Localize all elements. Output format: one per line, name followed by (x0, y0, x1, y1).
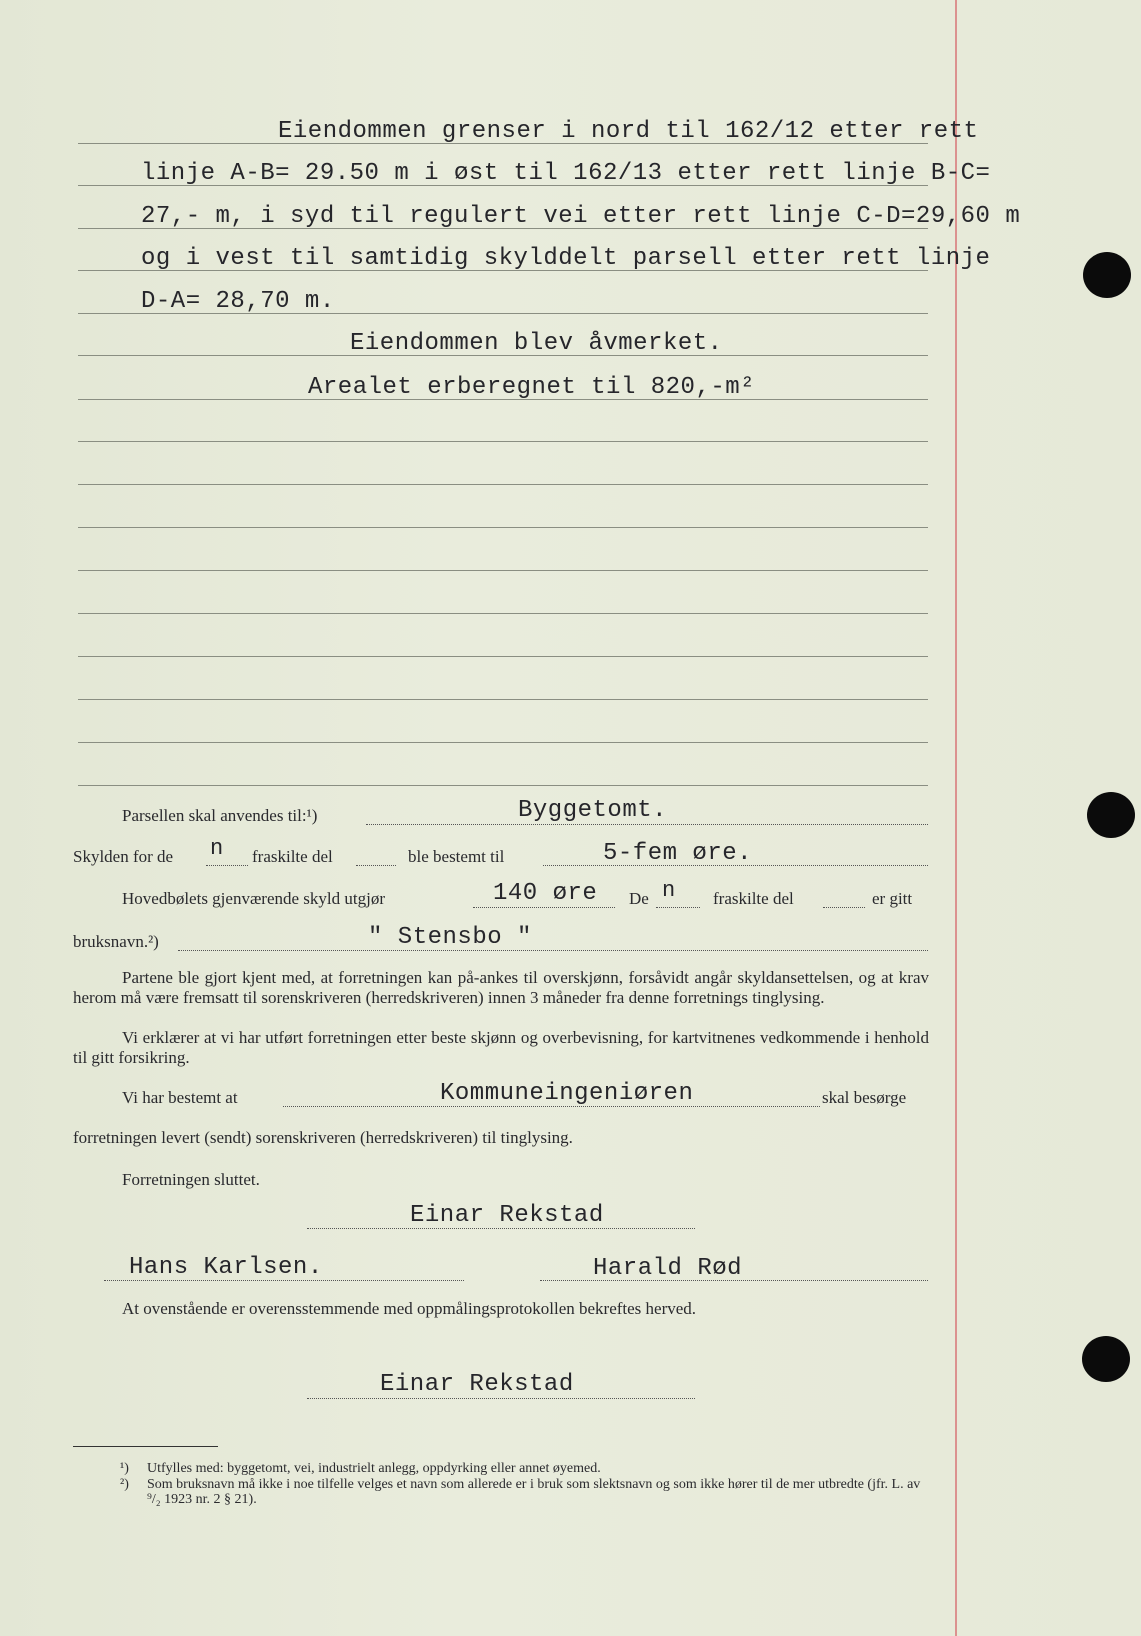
typed-line-3: 27,- m, i syd til regulert vei etter rett linje C-D=29,60 m (141, 203, 1021, 230)
besorge-label: skal besørge (822, 1088, 907, 1107)
typed-line-2: linje A-B= 29.50 m i øst til 162/13 etter rett linje B-C= (141, 160, 991, 187)
tax-label-c: ble bestemt til (408, 847, 505, 866)
typed-line-4: og i vest til samtidig skylddelt parsell etter rett linje (141, 245, 991, 272)
ruled-line (78, 613, 928, 614)
ruled-line (78, 699, 928, 700)
ruled-line (78, 570, 928, 571)
fraskilte-dotted-line (823, 906, 865, 908)
ruled-line (78, 785, 928, 786)
de-label: De (629, 889, 649, 908)
ruled-line (78, 484, 928, 485)
confirm-text: At ovenstående er overensstemmende med oppmålingsprotokollen bekreftes herved. (122, 1299, 697, 1318)
use-label: Parsellen skal anvendes til:¹) (122, 806, 318, 825)
ruled-line (78, 656, 928, 657)
bestemt-value: Kommuneingeniøren (440, 1080, 694, 1107)
bestemt-label: Vi har bestemt at (122, 1088, 238, 1107)
bruksnavn-label: bruksnavn.²) (73, 932, 159, 951)
footnote-rule (73, 1446, 218, 1447)
tax-n: n (210, 836, 224, 861)
de-dotted-line (656, 906, 700, 908)
footnote-1: Utfylles med: byggetomt, vei, industrielt anlegg, oppdyrking eller annet øyemed. (147, 1461, 601, 1476)
signature-harald-rod: Harald Rød (593, 1255, 743, 1282)
sluttet-text: Forretningen sluttet. (122, 1170, 260, 1189)
typed-line-7: Arealet erberegnet til 820,-m² (308, 374, 756, 401)
paragraph-appeal: Partene ble gjort kjent med, at forretningen kan på-ankes til overskjønn, forsåvidt angår skyldansettelsen, og at krav herom må være fremsatt til sorenskriveren (herredskriveren) innen 3 måneder fra denne forretnings tinglysing. (73, 968, 929, 1007)
signature-einar-rekstad-confirm: Einar Rekstad (380, 1371, 574, 1398)
signature-hans-karlsen: Hans Karlsen. (129, 1254, 323, 1281)
fraskilte-label: fraskilte del (713, 889, 794, 908)
paragraph-declaration: Vi erklærer at vi har utført forretningen etter beste skjønn og overbevisning, for kartvitnenes vedkommende i henhold til gitt forsikring. (73, 1028, 929, 1067)
punch-hole (1082, 1336, 1130, 1382)
levert-text: forretningen levert (sendt) sorenskriveren (herredskriveren) til tinglysing. (73, 1128, 573, 1147)
tax-label-a: Skylden for de (73, 847, 174, 866)
tax-label-b: fraskilte del (252, 847, 333, 866)
tax-dotted-line (356, 864, 396, 866)
typed-line-1: Eiendommen grenser i nord til 162/12 etter rett (278, 118, 979, 145)
typed-line-5: D-A= 28,70 m. (141, 288, 335, 315)
footnote-2-mark: ²) (120, 1477, 129, 1492)
signature-einar-rekstad: Einar Rekstad (410, 1202, 604, 1229)
footnote-2: Som bruksnavn må ikke i noe tilfelle velges et navn som allerede er i bruk som slektsnavn og som ikke hører til de mer utbredte (jfr. L. av ⁹/₂ 1923 nr. 2 § 21). (147, 1477, 921, 1507)
punch-hole (1083, 252, 1131, 298)
bruksnavn-dotted-line (178, 949, 928, 951)
punch-hole (1087, 792, 1135, 838)
ruled-line (78, 742, 928, 743)
footnote-1-mark: ¹) (120, 1461, 129, 1476)
remaining-label: Hovedbølets gjenværende skyld utgjør (122, 889, 385, 908)
ruled-line (78, 441, 928, 442)
er-gitt-label: er gitt (872, 889, 913, 908)
de-n: n (662, 878, 676, 903)
tax-dotted-line (206, 864, 248, 866)
remaining-value: 140 øre (493, 880, 598, 907)
bruksnavn-value: " Stensbo " (368, 924, 532, 951)
use-value: Byggetomt. (518, 797, 668, 824)
ruled-line (78, 527, 928, 528)
tax-value: 5-fem øre. (603, 840, 753, 867)
typed-line-6: Eiendommen blev åvmerket. (350, 330, 723, 357)
